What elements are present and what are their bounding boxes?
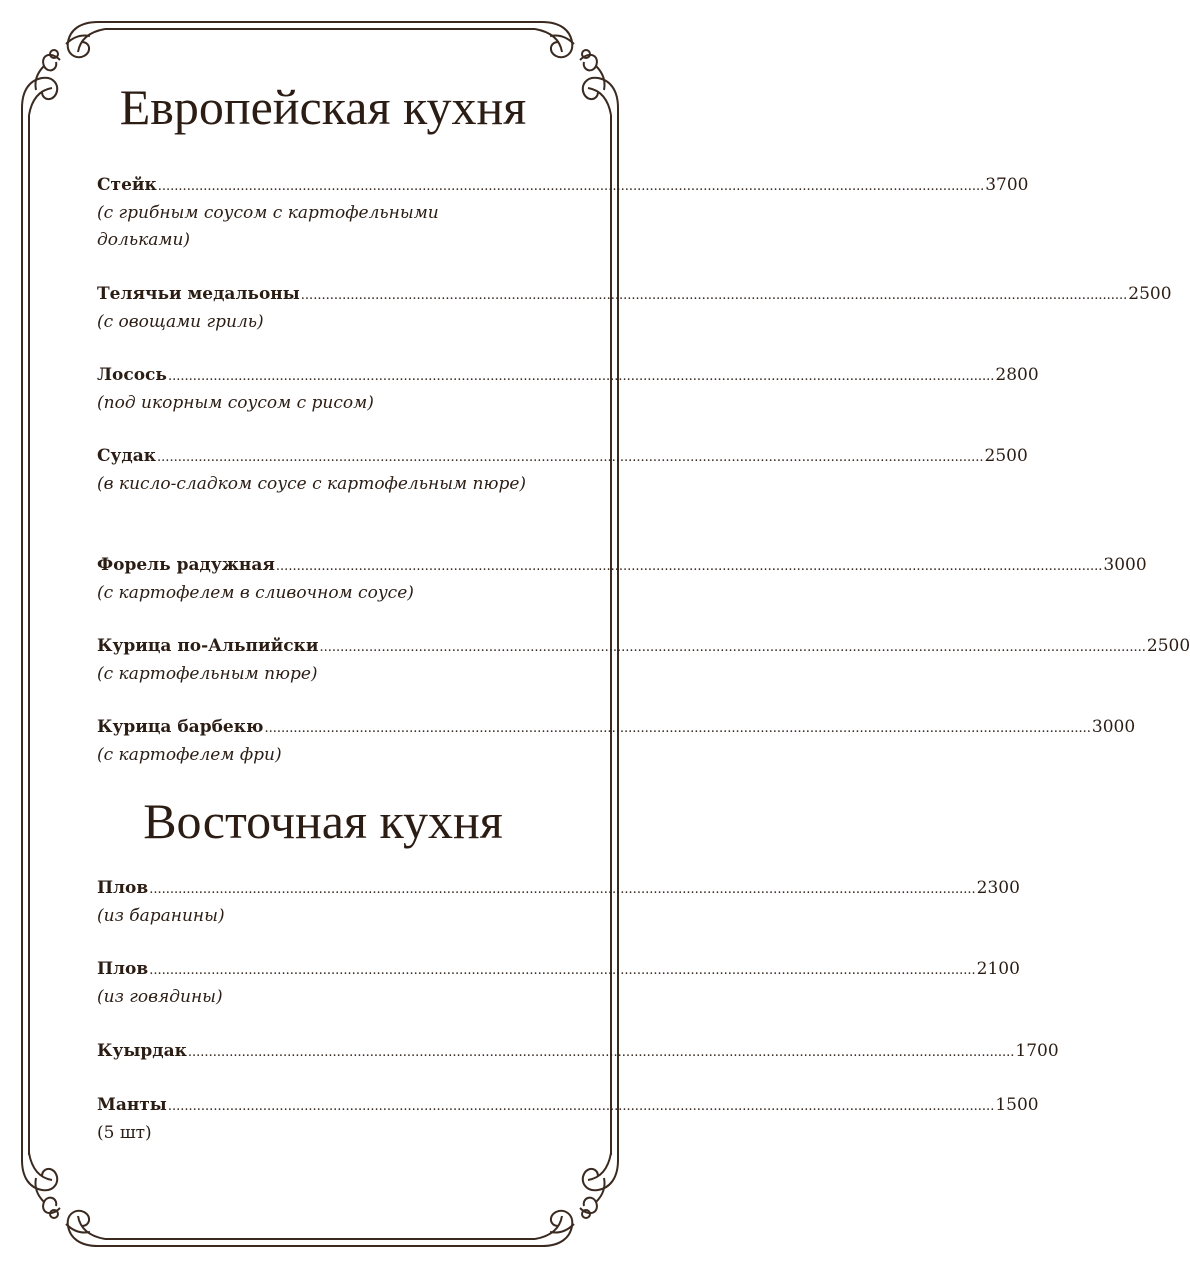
menu-item bbox=[97, 1092, 1039, 1147]
menu-item bbox=[97, 875, 1020, 930]
item-price: 2500 bbox=[984, 446, 1028, 466]
menu-item bbox=[97, 281, 1172, 336]
dot-leader: ........................................................................................................................................................................................................ bbox=[264, 721, 1091, 736]
menu-item bbox=[97, 172, 1029, 254]
menu-item bbox=[97, 633, 1190, 688]
item-description: (с картофелем в сливочном соусе) bbox=[97, 583, 414, 603]
item-price: 2500 bbox=[1146, 636, 1190, 656]
item-name: Судак bbox=[97, 446, 157, 466]
item-price: 3700 bbox=[985, 175, 1029, 195]
item-name: Курица по-Альпийски bbox=[97, 636, 319, 656]
item-name: Телячьи медальоны bbox=[97, 284, 300, 304]
dot-leader: ........................................................................................................................................................................................................ bbox=[157, 450, 984, 465]
dot-leader: ........................................................................................................................................................................................................ bbox=[300, 288, 1128, 303]
item-price: 2300 bbox=[976, 878, 1020, 898]
item-price: 1700 bbox=[1015, 1041, 1059, 1061]
dot-leader: ........................................................................................................................................................................................................ bbox=[167, 1099, 995, 1114]
dot-leader: ........................................................................................................................................................................................................ bbox=[149, 882, 976, 897]
menu-item bbox=[97, 362, 1039, 417]
section-title-oriental: Восточная кухня bbox=[143, 793, 503, 849]
item-price: 1500 bbox=[995, 1095, 1039, 1115]
menu-item bbox=[97, 552, 1147, 607]
item-description: (под икорным соусом с рисом) bbox=[97, 393, 374, 413]
menu-item bbox=[97, 714, 1136, 769]
item-name: Плов bbox=[97, 959, 149, 979]
item-price: 2800 bbox=[995, 365, 1039, 385]
corner-ornament-bottom-right bbox=[535, 1153, 618, 1246]
item-name: Манты bbox=[97, 1095, 167, 1115]
item-price: 2500 bbox=[1128, 284, 1172, 304]
item-name: Плов bbox=[97, 878, 149, 898]
menu-item bbox=[97, 956, 1020, 1011]
item-description: (из баранины) bbox=[97, 906, 225, 926]
item-description: (с картофельным пюре) bbox=[97, 664, 318, 684]
menu-item bbox=[97, 443, 1028, 498]
dot-leader: ........................................................................................................................................................................................................ bbox=[157, 179, 985, 194]
dot-leader: ........................................................................................................................................................................................................ bbox=[149, 963, 976, 978]
dot-leader: ........................................................................................................................................................................................................ bbox=[187, 1045, 1015, 1060]
item-name: Курица барбекю bbox=[97, 717, 264, 737]
item-name: Куырдак bbox=[97, 1041, 187, 1061]
item-name: Лосось bbox=[97, 365, 167, 385]
corner-ornament-top-left bbox=[22, 22, 105, 115]
item-price: 3000 bbox=[1103, 555, 1147, 575]
item-description: (из говядины) bbox=[97, 987, 223, 1007]
corner-ornament-bottom-left bbox=[22, 1153, 105, 1246]
item-description: (с картофелем фри) bbox=[97, 745, 282, 765]
dot-leader: ........................................................................................................................................................................................................ bbox=[319, 640, 1146, 655]
item-name: Форель радужная bbox=[97, 555, 275, 575]
item-description: (с грибным соусом с картофельными дольками) bbox=[97, 203, 439, 250]
dot-leader: ........................................................................................................................................................................................................ bbox=[275, 559, 1103, 574]
item-name: Стейк bbox=[97, 175, 157, 195]
item-description: (в кисло-сладком соусе с картофельным пюре) bbox=[97, 474, 527, 494]
menu-item bbox=[97, 1038, 1059, 1066]
item-description: (с овощами гриль) bbox=[97, 312, 264, 332]
item-price: 2100 bbox=[976, 959, 1020, 979]
dot-leader: ........................................................................................................................................................................................................ bbox=[167, 369, 995, 384]
item-description: (5 шт) bbox=[97, 1123, 152, 1143]
item-price: 3000 bbox=[1091, 717, 1136, 737]
section-title-european: Европейская кухня bbox=[119, 79, 527, 135]
